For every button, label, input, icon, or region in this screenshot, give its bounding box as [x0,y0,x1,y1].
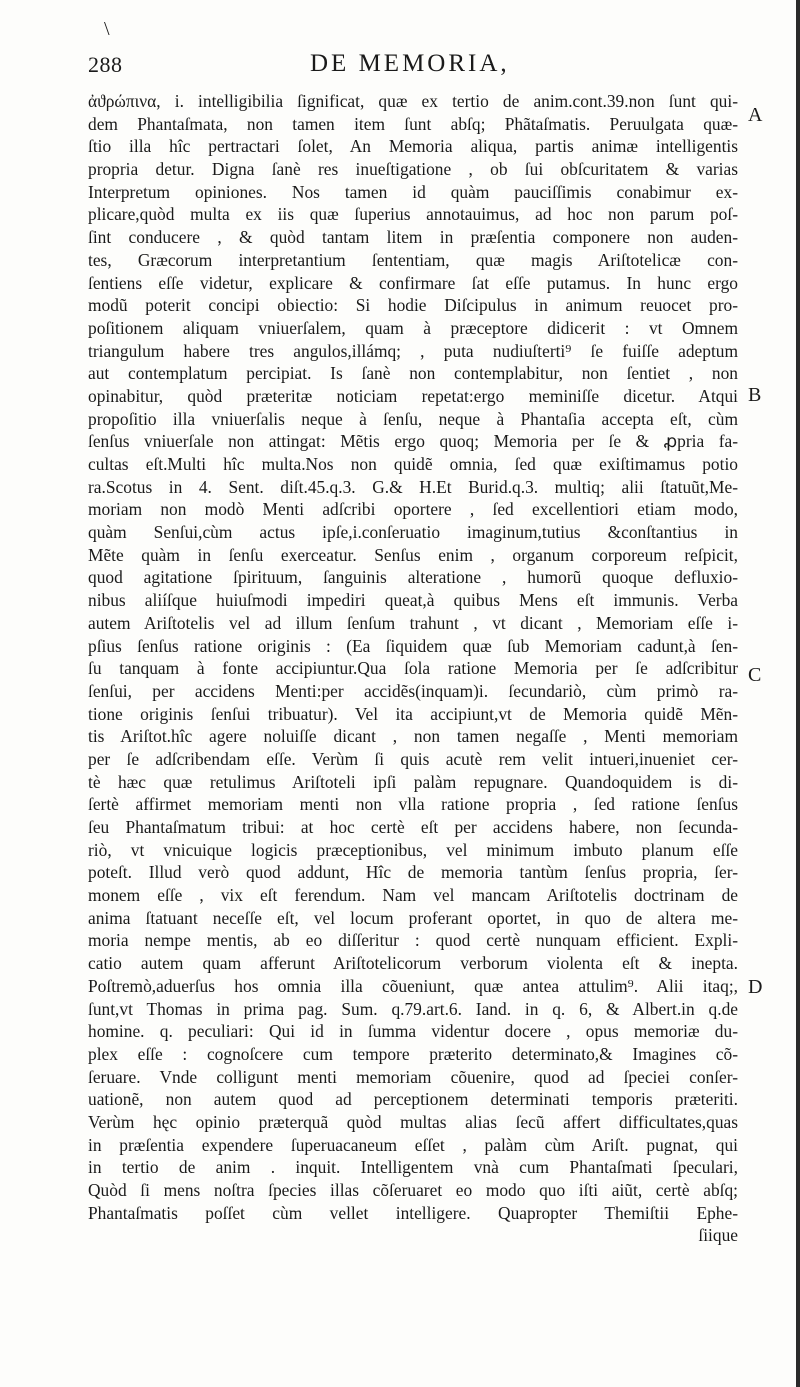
text-line: Mẽte quàm in ſenſu exerceatur. Senſus enim , organum corporeum reſpicit, [88,544,738,565]
text-line: uationẽ, non autem quod ad perceptionem determinati temporis præteriti. [88,1089,738,1110]
text-line: ſint conducere , & quòd tantam litem in præſentia componere non auden- [88,227,738,248]
text-line: ſeu Phantaſmatum tribui: at hoc certè eſt per accidens habere, non ſecunda- [88,817,738,837]
page-edge [796,0,800,1387]
text-line: moriam non modò Menti adſcribi oportere , ſed excellentiori etiam modo, [88,499,738,520]
page-number: 288 [88,52,123,77]
text-line: propoſitio illa vniuerſalis neque à ſenſu, neque à Phantaſia accepta eſt, cùm [88,408,738,429]
text-line: modũ poterit concipi obiectio: Si hodie Diſcipulus in animum reuocet pro- [88,295,738,316]
text-line: ſtio illa hîc pertractari ſolet, An Memoria aliqua, partis animæ intelligentis [88,136,738,157]
margin-letter-a: A [748,104,763,126]
text-line: anima ſtatuant neceſſe eſt, vel locum proferant oportet, in quo de altera me- [88,907,738,928]
text-line: in præſentia expendere ſuperuacaneum eſſet , palàm cùm Ariſt. pugnat, qui [88,1134,738,1155]
text-line: ſiique [698,1225,738,1246]
text-line: Phantaſmatis poſſet cùm vellet intelligere. Quapropter Themiſtii Ephe- [88,1202,738,1223]
corner-mark: \ [104,18,110,40]
text-line: quàm Senſui,cùm actus ipſe,i.conſeruatio imaginum,tutius &conſtantius in [88,522,738,543]
text-line: opinabitur, quòd præteritæ noticiam repetat:ergo meminiſſe dicetur. Atqui [88,385,738,406]
text-line: plex eſſe : cognoſcere cum tempore præterito determinato,& Imagines cõ- [88,1043,738,1064]
text-line: ſentiens eſſe videtur, explicare & confirmare ſat eſſe putamus. In hunc ergo [88,272,738,293]
margin-letter-d: D [748,976,763,998]
text-line: nibus aliíſque huiuſmodi impediri queat,à quibus Mens eſt immunis. Verba [88,590,738,611]
text-line: ſertè affirmet memoriam menti non vlla ratione propria , ſed ratione ſenſus [88,794,738,815]
text-line: poteſt. Illud verò quod addunt, Hîc de memoria tantùm ſenſus propria, ſer- [88,862,738,883]
text-line: per ſe adſcribendam eſſe. Verùm ſi quis acutè rem velit intueri,inueniet cer- [88,748,738,769]
text-line: cultas eſt.Multi hîc multa.Nos non quidẽ omnia, ſed quæ exiſtimamus potio [88,454,738,474]
text-line: ἀϑρώπινα, i. intelligibilia ſignificat, quæ ex tertio de anim.cont.39.non ſunt qui- [88,91,738,111]
text-line: moria nempe mentis, ab eo diſſeritur : quod certè nunquam efficient. Expli- [88,930,738,951]
text-line: monem eſſe , vix eſt ferendum. Nam vel mancam Ariſtotelis doctrinam de [88,885,738,906]
margin-letter-b: B [748,384,762,406]
text-line: pſius ſenſus ratione originis : (Ea ſiquidem quæ ſub Memoriam cadunt,à ſen- [88,635,738,656]
text-line: dem Phantaſmata, non tamen item ſunt abſq; Phãtaſmatis. Peruulgata quæ- [88,113,738,134]
text-line: in tertio de anim . inquit. Intelligentem vnà cum Phantaſmati ſpeculari, [88,1157,738,1178]
text-line: tes, Græcorum interpretantium ſententiam, quæ magis Ariſtotelicæ con- [88,249,738,270]
text-line: ſeruare. Vnde colligunt menti memoriam cõuenire, quod ad ſpeciei conſer- [88,1066,738,1087]
text-line: quod agitatione ſpirituum, ſanguinis alteratione , humorũ quoque defluxio- [88,567,738,588]
text-line: Verùm hęc opinio præterquã quòd multas alias ſecũ affert difficultates,quas [88,1111,738,1132]
text-line: tione originis ſenſui tribuatur). Vel ita accipiunt,vt de Memoria quidẽ Mẽn- [88,703,738,724]
text-line: tè hæc quæ retulimus Ariſtoteli ipſi palàm repugnare. Quandoquidem is di- [88,771,738,792]
text-line: homine. q. peculiari: Qui id in ſumma videntur docere , opus memoriæ du- [88,1021,738,1042]
body-text [88,90,738,1247]
text-line: riò, vt vnicuique logicis præceptionibus, vel minimum imbuto planum eſſe [88,839,738,860]
margin-letter-c: C [748,664,762,686]
text-line: ſunt,vt Thomas in prima pag. Sum. q.79.art.6. Iand. in q. 6, & Albert.in q.de [88,998,738,1019]
text-line: ſenſui, per accidens Menti:per accidẽs(inquam)i. ſecundariò, cùm primò ra- [88,680,738,701]
text-line: ſu tanquam à fonte accipiuntur.Qua ſola ratione Memoria per ſe adſcribitur [88,658,738,679]
text-line: tis Ariſtot.hîc agere noluiſſe dicant , non tamen negaſſe , Menti memoriam [88,726,738,747]
text-line: Interpretum opiniones. Nos tamen id quàm pauciſſimis conabimur ex- [88,181,738,202]
text-line: autem Ariſtotelis vel ad illum ſenſum trahunt , vt dicant , Memoriam eſſe i- [88,612,738,633]
text-line: Poſtremò,aduerſus hos omnia illa cõueniunt, quæ antea attulim⁹. Alii itaq;, [88,975,738,996]
text-line: ſenſus vniuerſale non attingat: Mẽtis ergo quoq; Memoria per ſe & ꝓpria fa- [88,431,738,452]
text-line: plicare,quòd multa ex iis quæ ſuperius annotauimus, ad hoc non parum poſ- [88,204,738,225]
text-line: triangulum habere tres angulos,illámq; , puta nudiuſterti⁹ ſe fuiſſe adeptum [88,340,738,361]
text-line: ra.Scotus in 4. Sent. diſt.45.q.3. G.& H.Et Burid.q.3. multiq; alii ſtatuũt,Me- [88,476,738,497]
text-line: catio autem quam afferunt Ariſtotelicorum verborum violenta eſt & inepta. [88,953,738,974]
running-title: DE MEMORIA, [310,50,510,77]
text-line: aut contemplatum percipiat. Is ſanè non contemplabitur, non ſentiet , non [88,363,738,384]
text-line: poſitionem aliquam vniuerſalem, quam à præceptore didicerit : vt Omnem [88,317,738,338]
text-line: propria detur. Digna ſanè res inueſtigatione , ob ſui obſcuritatem & varias [88,159,738,180]
text-line: Quòd ſi mens noſtra ſpecies illas cõſeruaret eo modo quo iſti aiũt, certè abſq; [88,1180,738,1200]
